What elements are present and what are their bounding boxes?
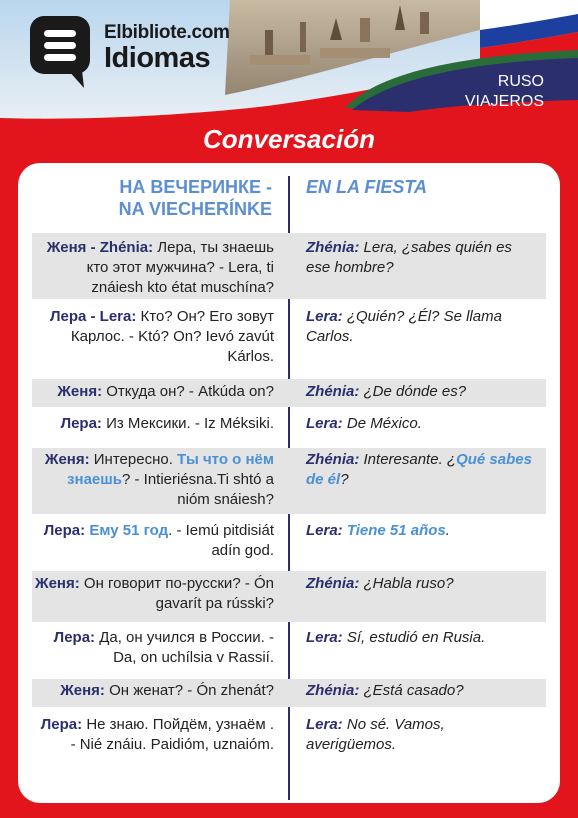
dialogue-text: ¿Está casado? <box>359 682 464 699</box>
brand-domain: Elbibliote.com <box>104 22 230 43</box>
speaker-name: Zhénia: <box>306 451 360 468</box>
speaker-name: Zhénia: <box>306 575 360 592</box>
speech-bubble-logo-icon <box>28 14 98 90</box>
russian-line <box>32 450 274 510</box>
spanish-line <box>306 574 532 594</box>
dialogue-text: Lera, ¿sabes quién es ese hombre? <box>306 239 512 276</box>
column-header-spanish: EN LA FIESTA <box>306 177 427 197</box>
russian-line <box>32 681 274 701</box>
speaker-name: Женя: <box>57 383 103 400</box>
dialogue-text: Кто? Он? Его зовут Карлос. - Któ? On? Ievó zavút Kárlos. <box>70 308 274 365</box>
speaker-name: Женя: <box>35 575 80 592</box>
dialogue-text: Sí, estudió en Rusia. <box>342 629 486 646</box>
russian-line <box>32 238 274 298</box>
spanish-line <box>306 414 532 434</box>
speaker-name: Zhénia: <box>306 383 360 400</box>
dialogue-text: ? - Intieriésna.Ti shtó a nióm snáiesh? <box>121 471 274 508</box>
dialogue-text: Да, он учился в России. - Da, on uchílsia v Rassií. <box>95 629 274 666</box>
conversation-row <box>32 571 546 622</box>
speaker-name: Lera: <box>306 716 343 733</box>
dialogue-text: ¿Quién? ¿Él? Se llama Carlos. <box>306 308 502 345</box>
speaker-name: Лера: <box>43 522 90 539</box>
dialogue-text: Откуда он? - Atkúda on? <box>102 383 274 400</box>
speaker-name: Женя - Zhénia: <box>46 239 154 256</box>
column-header-russian <box>32 176 272 220</box>
ribbon-category: VIAJEROS <box>464 93 544 110</box>
dialogue-text: Интересно. <box>89 451 178 468</box>
column-header-russian-line1: НА ВЕЧЕРИНКЕ - <box>119 177 272 197</box>
spanish-line <box>306 450 532 490</box>
russian-line <box>32 628 274 668</box>
highlighted-phrase: Ты что о нём знаешь <box>67 451 274 488</box>
dialogue-text: Он говорит по-русски? - Ón gavarít pa rússki? <box>79 575 274 612</box>
conversation-row <box>32 379 546 407</box>
conversation-row <box>32 409 546 445</box>
speaker-name: Лера: <box>53 629 96 646</box>
spanish-line <box>306 715 532 755</box>
header <box>0 0 578 125</box>
speaker-name: Lera: <box>306 629 343 646</box>
highlighted-phrase: Qué sabes de él <box>306 451 532 488</box>
speaker-name: Lera: <box>306 308 343 325</box>
russian-line <box>32 382 274 402</box>
dialogue-text: De México. <box>342 415 422 432</box>
dialogue-text: ? <box>340 471 349 488</box>
dialogue-text: Interesante. ¿ <box>359 451 457 468</box>
dialogue-text: . <box>445 522 450 539</box>
conversation-row <box>32 679 546 707</box>
dialogue-text: No sé. Vamos, averigüemos. <box>306 716 445 753</box>
speaker-name: Лера - Lera: <box>49 308 137 325</box>
dialogue-text: ¿De dónde es? <box>359 383 467 400</box>
dialogue-text: . - Iemú pitdisiát adín god. <box>168 522 274 559</box>
brand-name: Idiomas <box>104 42 211 74</box>
speaker-name: Лера: <box>40 716 83 733</box>
spanish-line <box>306 238 532 278</box>
speaker-name: Женя: <box>44 451 90 468</box>
spanish-line <box>306 307 532 347</box>
speaker-name: Lera: <box>306 415 343 432</box>
dialogue-text: ¿Habla ruso? <box>359 575 454 592</box>
conversation-row <box>32 709 546 777</box>
spanish-line <box>306 521 532 541</box>
speaker-name: Lera: <box>306 522 343 539</box>
russian-line <box>32 715 274 755</box>
russian-line <box>32 521 274 561</box>
dialogue-text: Из Мексики. - Iz Méksiki. <box>101 415 274 432</box>
speaker-name: Zhénia: <box>306 682 360 699</box>
spanish-line <box>306 628 532 648</box>
conversation-row <box>32 302 546 375</box>
column-header-russian-line2: NA VIECHERÍNKE <box>118 199 272 219</box>
spanish-line <box>306 681 532 701</box>
conversation-row <box>32 448 546 514</box>
conversation-row <box>32 625 546 676</box>
dialogue-text: Он женат? - Ón zhenát? <box>104 682 274 699</box>
conversation-row <box>32 233 546 299</box>
speaker-name: Zhénia: <box>306 239 360 256</box>
russian-line <box>32 574 274 614</box>
page-title: Conversación <box>203 124 375 154</box>
ribbon-language: RUSO <box>497 73 544 90</box>
speaker-name: Лера: <box>60 415 102 432</box>
dialogue-text: Лера, ты знаешь кто этот мужчина? - Lera, ti znáiesh kto état muschína? <box>86 239 274 296</box>
russian-line <box>32 414 274 434</box>
dialogue-text: Не знаю. Пойдём, узнаём . - Nié znáiu. Paidióm, uznaióm. <box>70 716 274 753</box>
highlighted-phrase: Ему 51 год <box>89 522 169 539</box>
highlighted-phrase: Tiene 51 años <box>346 522 446 539</box>
conversation-row <box>32 517 546 568</box>
spanish-line <box>306 382 532 402</box>
speaker-name: Женя: <box>60 682 105 699</box>
russian-line <box>32 307 274 367</box>
